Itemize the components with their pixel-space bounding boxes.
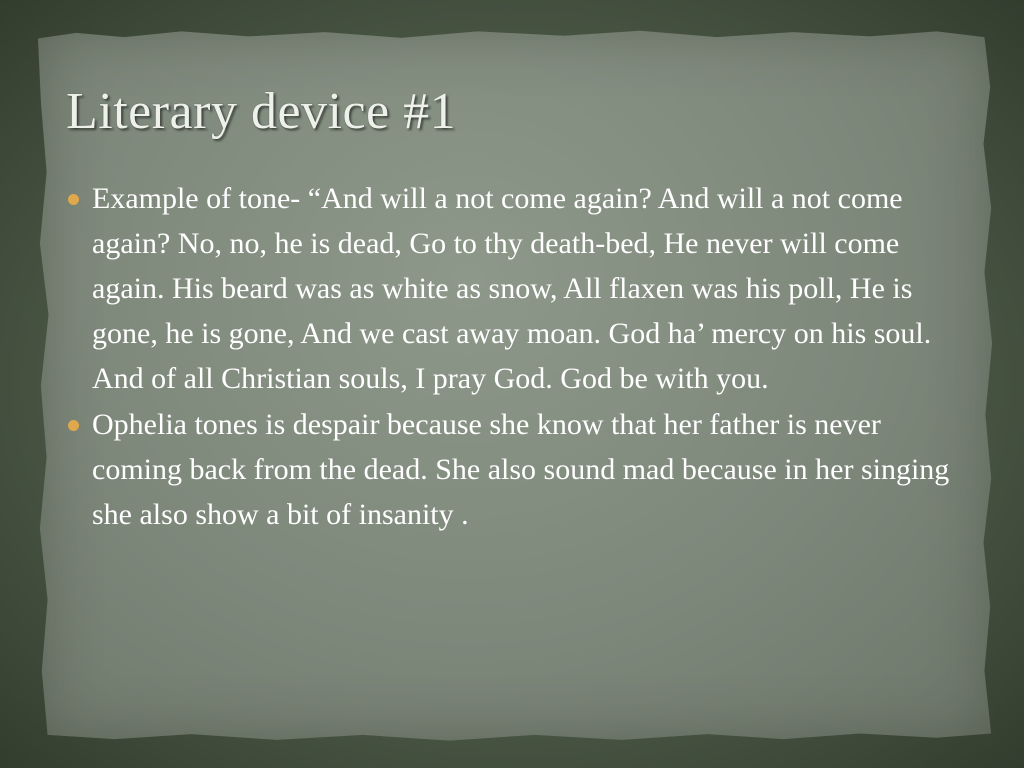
slide-title: Literary device #1 [66,83,457,140]
bullet-text: Example of tone- “And will a not come again? And will a not come again? No, no, he is dead, Go to thy death-bed, He never will come again. His beard was as white as snow, All flaxen was his poll, He is gone, he is gone, And we cast away moan. God ha’ mercy on his soul. And of all Christian souls, I pray God. God be with you. [92,182,932,395]
bullet-item-ophelia-tone [62,402,962,537]
bullet-dot-icon [68,194,79,205]
bullet-item-tone-example [62,176,962,401]
bullet-list [62,176,962,538]
bullet-text: Ophelia tones is despair because she know that her father is never coming back from the dead. She also sound mad because in her singing she also show a bit of insanity . [92,408,950,531]
bullet-dot-icon [68,420,79,431]
